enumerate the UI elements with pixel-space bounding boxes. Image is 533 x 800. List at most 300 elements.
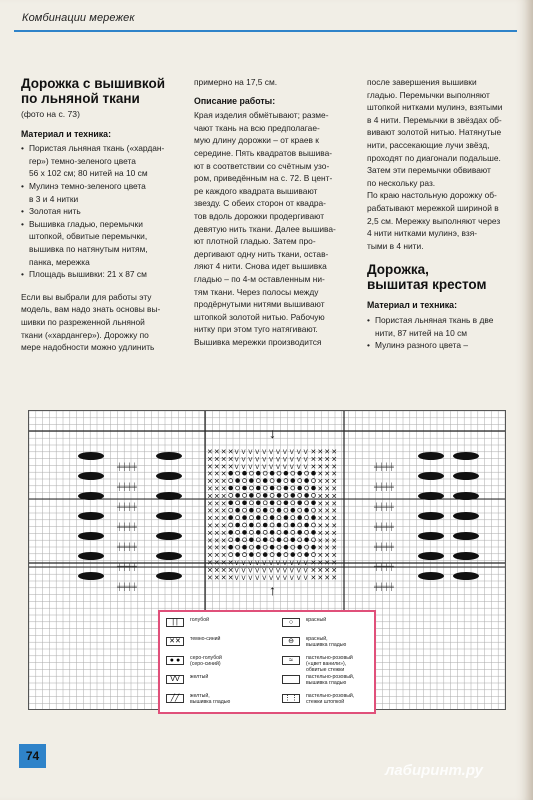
cross-mark: ✕ (213, 552, 220, 560)
dot-mark (263, 552, 268, 557)
dot-mark (242, 471, 247, 476)
circle-mark (229, 493, 233, 497)
v-mark: V (234, 575, 239, 582)
text-line: ляют 4 нити. Снова идет вышивка (194, 261, 327, 272)
v-mark: V (276, 457, 281, 464)
cross-mark: ✕ (220, 449, 227, 456)
satin-oval (453, 452, 479, 460)
v-mark: V (269, 575, 274, 582)
circle-mark (312, 493, 316, 497)
text-line: середине. Пять квадратов вышива- (194, 147, 333, 158)
circle-mark (256, 538, 260, 542)
v-mark: V (234, 568, 239, 575)
legend-label: пастельно-розовый, стежки штопкой (306, 693, 355, 706)
v-mark: V (262, 464, 267, 471)
v-mark: V (269, 568, 274, 575)
cross-mark: ✕ (324, 545, 331, 553)
stitch-mark: ╪╪╪╪ (374, 464, 394, 471)
v-mark: V (248, 457, 253, 464)
v-mark: V (241, 561, 246, 567)
text-line: мую длину дорожки – от краев к (194, 135, 319, 146)
arrow-up-icon: ↑ (269, 582, 276, 598)
circle-mark (270, 553, 274, 557)
circle-mark (263, 486, 267, 490)
dot-mark (256, 545, 261, 550)
dot-mark (284, 471, 289, 476)
dot-mark (304, 552, 309, 557)
circle-mark (236, 471, 240, 475)
cross-mark: ✕ (324, 515, 331, 523)
v-mark: V (234, 457, 239, 464)
cross-mark: ✕ (213, 449, 220, 456)
text-line: шивки по разреженной льняной (21, 316, 145, 327)
vertical-bars-icon: | | (166, 618, 184, 627)
v-mark: V (282, 464, 287, 471)
circle-mark (270, 508, 274, 512)
dot-mark (242, 515, 247, 520)
cross-mark: ✕ (227, 560, 234, 567)
stitch-mark: ╪╪╪╪ (374, 564, 394, 571)
cross-mark: ✕ (317, 456, 324, 464)
cross-mark: ✕ (213, 471, 220, 479)
circle-mark (236, 516, 240, 520)
cross-mark: ✕ (220, 478, 227, 486)
cross-mark: ✕ (324, 456, 331, 464)
materials-heading-1: Материал и техника: (21, 128, 112, 139)
v-mark-icon: VV (166, 675, 184, 684)
dot-mark (277, 552, 282, 557)
dot-mark (263, 523, 268, 528)
material-item: • Вышивка гладью, перемычки штопкой, обвитые перемычки, вышивка по натянутым нитям, панка, мережка (21, 218, 176, 268)
dot-mark (304, 523, 309, 528)
satin-oval (418, 552, 444, 560)
v-mark: V (296, 450, 301, 456)
dot-mark (249, 523, 254, 528)
text-line: по нескольку раз. (367, 177, 436, 188)
legend-label: красный (306, 617, 327, 623)
v-mark: V (296, 464, 301, 471)
dot-mark (270, 471, 275, 476)
legend-label: желтый (190, 674, 209, 680)
satin-oval (418, 452, 444, 460)
material-item: • Мулинэ темно-зеленого цвета в 3 и 4 нитки (21, 180, 176, 205)
cross-mark: ✕ (310, 463, 317, 471)
cross-mark: ✕ (213, 500, 220, 508)
dot-mark (291, 508, 296, 513)
cross-mark: ✕ (331, 574, 338, 582)
text-line: звезду. С обеих сторон от квадра- (194, 198, 326, 209)
stitch-mark: ╪╪╪╪ (117, 504, 137, 511)
dot-mark (249, 508, 254, 513)
oval-icon: ⊖ (282, 637, 300, 646)
circle-mark (270, 538, 274, 542)
cross-mark: ✕ (331, 508, 338, 516)
v-mark: V (289, 457, 294, 464)
cross-mark: ✕ (227, 463, 234, 471)
cross-mark: ✕ (227, 456, 234, 464)
description-text (194, 109, 354, 348)
cross-mark: ✕ (317, 486, 324, 493)
description-heading: Описание работы: (194, 95, 276, 106)
text-line: ткани («хардангер»). Дорожку по (21, 329, 149, 340)
text-line: тов вдоль дорожки продергивают (194, 210, 325, 221)
satin-oval (418, 532, 444, 540)
v-mark: V (303, 450, 308, 456)
stitch-mark: ╪╪╪╪ (117, 584, 137, 591)
cross-mark: ✕ (324, 560, 331, 567)
cross-mark: ✕ (227, 449, 234, 456)
v-mark: V (276, 575, 281, 582)
stitch-mark: ╪╪╪╪ (117, 464, 137, 471)
cross-mark: ✕ (317, 478, 324, 486)
dot-mark (311, 515, 316, 520)
cross-mark: ✕ (213, 515, 220, 523)
text-line: гладью. Перемычки выполняют (367, 89, 490, 100)
cross-mark: ✕ (213, 545, 220, 553)
cross-mark: ✕ (331, 486, 338, 493)
cross-mark: ✕ (207, 471, 213, 479)
dot-mark (304, 538, 309, 543)
cross-mark: ✕ (324, 508, 331, 516)
dot-mark (256, 471, 261, 476)
material-item: • Золотая нить (21, 205, 176, 218)
v-mark: V (276, 450, 281, 456)
v-mark: V (303, 561, 308, 567)
satin-oval (156, 512, 182, 520)
running-header: Комбинации мережек (22, 12, 135, 24)
material-item: • Мулинэ разного цвета – (367, 339, 517, 352)
cross-mark: ✕ (331, 463, 338, 471)
text-line: рабатывают мережкой шириной в (367, 202, 499, 213)
cross-mark: ✕ (220, 574, 227, 582)
dot-mark (297, 486, 302, 491)
dot-mark (291, 493, 296, 498)
v-mark: V (255, 450, 260, 456)
dot-mark (311, 501, 316, 506)
dot-mark (277, 493, 282, 498)
v-mark: V (282, 457, 287, 464)
text-line: Если вы выбрали для работы эту (21, 291, 152, 302)
v-mark: V (296, 568, 301, 575)
dot-mark (284, 530, 289, 535)
cross-mark: ✕ (331, 456, 338, 464)
text-line: после завершения вышивки (367, 77, 477, 87)
intro-paragraph (21, 291, 176, 354)
cross-mark: ✕ (331, 449, 338, 456)
material-item: • Пористая льняная ткань в две нити, 87 нитей на 10 см (367, 314, 517, 339)
stitch-mark: ╪╪╪╪ (374, 544, 394, 551)
cross-mark: ✕ (207, 500, 213, 508)
satin-oval (418, 512, 444, 520)
dot-mark (311, 545, 316, 550)
stitch-mark: ╪╪╪╪ (117, 564, 137, 571)
cross-mark: ✕ (317, 537, 324, 545)
dot-mark (297, 515, 302, 520)
text-line: дергивают одну нить ткани, остав- (194, 248, 329, 259)
dot-mark (284, 486, 289, 491)
cross-mark: ✕ (324, 471, 331, 479)
v-mark: V (269, 450, 274, 456)
continued-text (194, 76, 354, 89)
satin-oval (156, 492, 182, 500)
text-line: 2,5 см. Мережку выполняют через (367, 215, 501, 226)
cross-mark: ✕ (324, 567, 331, 575)
dot-mark (249, 538, 254, 543)
satin-oval (453, 552, 479, 560)
dot-mark (263, 538, 268, 543)
dot-mark (249, 552, 254, 557)
text-line: Затем эти перемычки обвивают (367, 165, 491, 176)
text-line: примерно на 17,5 см. (194, 77, 278, 87)
column-2 (194, 76, 354, 348)
dot-mark (291, 538, 296, 543)
dot-mark (284, 515, 289, 520)
dot-mark (297, 471, 302, 476)
circle-mark (312, 553, 316, 557)
circle-mark (249, 486, 253, 490)
cross-mark: ✕ (317, 552, 324, 560)
dot-mark (263, 493, 268, 498)
cross-mark: ✕ (331, 545, 338, 553)
circle-mark (249, 530, 253, 534)
text-line: Вышивка мережки производится (194, 336, 322, 347)
cross-mark: ✕ (324, 493, 331, 501)
materials-heading-2: Материал и техника: (367, 300, 458, 311)
circle-mark (312, 508, 316, 512)
v-mark: V (276, 568, 281, 575)
circle-mark (243, 553, 247, 557)
dot-mark (277, 508, 282, 513)
stitch-mark: ╪╪╪╪ (374, 504, 394, 511)
satin-oval (78, 552, 104, 560)
circle-mark (263, 530, 267, 534)
text-line: 4 нити нитками мулинэ, взя- (367, 228, 478, 239)
satin-oval (78, 472, 104, 480)
cross-mark: ✕ (220, 486, 227, 493)
cross-mark: ✕ (220, 508, 227, 516)
circle-mark (263, 516, 267, 520)
dot-mark (270, 501, 275, 506)
text-line: модель, вам надо знать основы вы- (21, 304, 161, 315)
dot-mark (263, 508, 268, 513)
dot-mark (242, 545, 247, 550)
dot-mark (228, 501, 233, 506)
cross-mark: ✕ (324, 537, 331, 545)
circle-mark (236, 501, 240, 505)
arrow-down-icon: ↓ (269, 425, 276, 441)
v-mark: V (241, 575, 246, 582)
v-mark: V (241, 568, 246, 575)
cross-mark: ✕ (207, 486, 213, 493)
dot-mark (270, 530, 275, 535)
dot-mark (235, 552, 240, 557)
cross-mark: ✕ (310, 567, 317, 575)
text-line: тыми в 4 нити. (367, 240, 424, 251)
cross-mark: ✕ (213, 523, 220, 530)
satin-oval (78, 492, 104, 500)
satin-oval (78, 512, 104, 520)
v-mark: V (255, 575, 260, 582)
cross-mark: ✕ (324, 523, 331, 530)
cross-mark: ✕ (207, 515, 213, 523)
circle-mark (229, 553, 233, 557)
materials-list-2 (367, 314, 517, 352)
cross-mark: ✕ (220, 463, 227, 471)
dot-mark (228, 545, 233, 550)
circle-mark (236, 486, 240, 490)
cross-mark: ✕ (207, 508, 213, 516)
legend-label: темно-синий (190, 636, 221, 642)
circle-mark (256, 493, 260, 497)
text-line: штопкой золотой нитью. Рабочую (194, 311, 325, 322)
cross-mark: ✕ (213, 530, 220, 538)
material-item: • Пористая льняная ткань («хардан- гер») темно-зеленого цвета 56 х 102 см; 80 нитей на 10 см (21, 142, 176, 180)
v-mark: V (303, 575, 308, 582)
dot-mark (256, 486, 261, 491)
dot-mark (311, 471, 316, 476)
dot-mark (277, 523, 282, 528)
dot-mark (242, 486, 247, 491)
darning-stitch-icon: ⋮⋮ (284, 695, 298, 702)
satin-oval (156, 452, 182, 460)
text-line: штопкой нитками мулинэ, взятыми (367, 102, 503, 113)
cross-mark: ✕ (331, 523, 338, 530)
cross-mark: ✕ (220, 567, 227, 575)
dot-mark (256, 530, 261, 535)
dot-mark (291, 552, 296, 557)
stitch-mark: ╪╪╪╪ (117, 544, 137, 551)
dot-mark (297, 545, 302, 550)
legend-label: серо-голубой (серо-синий) (190, 655, 222, 668)
cross-mark: ✕ (213, 567, 220, 575)
cross-mark: ✕ (213, 463, 220, 471)
circle-mark (256, 553, 260, 557)
dot-mark (256, 515, 261, 520)
cross-mark: ✕ (220, 545, 227, 553)
dot-mark (228, 515, 233, 520)
v-mark: V (262, 568, 267, 575)
cross-mark: ✕ (324, 500, 331, 508)
circle-mark (229, 538, 233, 542)
dot-mark (228, 471, 233, 476)
text-line: нити, рассекающие лучи звёзд, (367, 139, 490, 150)
cross-stitch-icon: ✕✕ (166, 637, 184, 646)
cross-mark: ✕ (213, 456, 220, 464)
stitch-mark: ╪╪╪╪ (374, 484, 394, 491)
circle-mark (243, 508, 247, 512)
cross-mark: ✕ (317, 449, 324, 456)
text-line: проходят по диагонали подальше. (367, 152, 501, 163)
cross-mark: ✕ (213, 493, 220, 501)
materials-list-1 (21, 142, 176, 281)
cross-mark: ✕ (220, 537, 227, 545)
cross-mark: ✕ (317, 471, 324, 479)
cross-mark: ✕ (310, 574, 317, 582)
cross-mark: ✕ (227, 574, 234, 582)
v-mark: V (248, 464, 253, 471)
dot-mark (311, 530, 316, 535)
dot-mark (228, 530, 233, 535)
legend-label: пастельно-розовый, вышивка гладью (306, 674, 355, 687)
circle-mark (263, 471, 267, 475)
v-mark: V (241, 457, 246, 464)
cross-mark: ✕ (220, 552, 227, 560)
cross-mark: ✕ (207, 449, 213, 456)
v-mark: V (248, 450, 253, 456)
text-line: в 4 нити. Перемычки в звёздах об- (367, 114, 502, 125)
text-line: ре каждого квадрата вышивают (194, 185, 318, 196)
text-line: ром, приведённым на с. 72. В цент- (194, 173, 333, 184)
dot-mark (291, 478, 296, 483)
satin-oval (156, 472, 182, 480)
dot-mark (277, 538, 282, 543)
stitch-mark: ╪╪╪╪ (374, 584, 394, 591)
v-mark: V (289, 561, 294, 567)
v-mark: V (248, 568, 253, 575)
cross-mark: ✕ (213, 508, 220, 516)
stitch-mark: ╪╪╪╪ (374, 524, 394, 531)
page-number: 74 (19, 744, 46, 768)
text-line: Края изделия обмётывают; разме- (194, 110, 329, 121)
cross-mark: ✕ (331, 560, 338, 567)
v-mark: V (234, 450, 239, 456)
dot-mark (242, 501, 247, 506)
satin-oval (78, 532, 104, 540)
cross-mark: ✕ (317, 493, 324, 501)
v-mark: V (303, 568, 308, 575)
v-mark: V (248, 561, 253, 567)
column-3-text (367, 76, 517, 252)
cross-mark: ✕ (220, 456, 227, 464)
text-line: нитку при этом туго натягивают. (194, 324, 318, 335)
v-mark: V (269, 561, 274, 567)
cross-mark: ✕ (220, 515, 227, 523)
text-line: продёрнутыми нитями вышивают (194, 299, 325, 310)
v-mark: V (248, 575, 253, 582)
wrapped-stitch-icon: ≈ (282, 656, 300, 665)
v-mark: V (269, 464, 274, 471)
v-mark: V (282, 561, 287, 567)
article-title-1: Дорожка с вышивкой по льняной ткани (21, 76, 165, 106)
cross-mark: ✕ (317, 545, 324, 553)
cross-mark: ✕ (317, 515, 324, 523)
v-mark: V (289, 450, 294, 456)
dot-mark (235, 523, 240, 528)
dot-mark (235, 478, 240, 483)
cross-mark: ✕ (207, 456, 213, 464)
circle-mark (263, 501, 267, 505)
cross-mark: ✕ (220, 560, 227, 567)
dot-mark (256, 501, 261, 506)
dot-mark (263, 478, 268, 483)
cross-mark: ✕ (331, 500, 338, 508)
cross-mark: ✕ (317, 574, 324, 582)
dot-mark (235, 508, 240, 513)
satin-oval (453, 532, 479, 540)
v-mark: V (282, 575, 287, 582)
cross-mark: ✕ (213, 537, 220, 545)
v-mark: V (303, 464, 308, 471)
v-mark: V (276, 561, 281, 567)
v-mark: V (289, 568, 294, 575)
cross-mark: ✕ (317, 567, 324, 575)
dot-mark (270, 515, 275, 520)
v-mark: V (255, 561, 260, 567)
dot-mark (304, 508, 309, 513)
cross-mark: ✕ (207, 552, 213, 560)
text-line: гладью – по 4-м оставленным ни- (194, 273, 325, 284)
cross-mark: ✕ (207, 523, 213, 530)
